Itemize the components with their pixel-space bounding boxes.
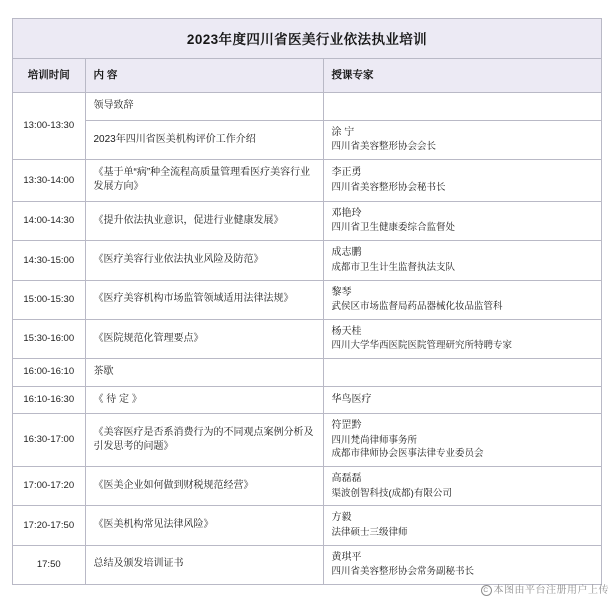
expert-role: 武侯区市场监督局药品器械化妆品监管科 [331,301,503,313]
table-row [13,120,601,159]
cell-expert [323,280,601,319]
table-row [13,201,601,240]
cell-time: 15:30-16:00 [13,319,85,358]
column-header-expert: 授课专家 [323,59,601,93]
expert-name: 方毅 [331,512,352,524]
cell-time: 14:00-14:30 [13,201,85,240]
cell-expert [323,93,601,121]
expert-role: 四川省美容整形协会秘书长 [331,181,446,193]
cell-expert [323,201,601,240]
cell-content: 《提升依法执业意识，促进行业健康发展》 [85,201,323,240]
expert-name: 黄琪平 [331,551,362,563]
expert-name: 黎琴 [331,286,352,298]
table-row [13,319,601,358]
expert-role: 成都市卫生计生监督执法支队 [331,261,456,273]
cell-content: 《基于单“病”种全流程高质量管理看医疗美容行业发展方向》 [85,159,323,201]
cell-expert [323,241,601,280]
cell-expert [323,319,601,358]
cell-time: 16:00-16:10 [13,359,85,387]
cell-expert [323,467,601,506]
expert-role: 四川大学华西医院医院管理研究所特聘专家 [331,340,513,352]
cell-time: 17:50 [13,545,85,584]
expert-name: 成志鹏 [331,247,362,259]
training-schedule-sheet [12,18,602,585]
cell-content: 《医疗美容机构市场监管领域适用法律法规》 [85,280,323,319]
watermark [481,581,610,596]
expert-role: 四川省美容整形协会常务副秘书长 [331,566,475,578]
column-header-time: 培训时间 [13,59,85,93]
page-title: 2023年度四川省医美行业依法执业培训 [13,19,601,59]
expert-role: 四川梵尚律师事务所 [331,434,418,446]
cell-content: 《医疗美容行业依法执业风险及防范》 [85,241,323,280]
cell-content: 《医院规范化管理要点》 [85,319,323,358]
table-row [13,359,601,387]
expert-role: 成都市律师协会医事法律专业委员会 [331,448,484,460]
expert-role: 四川省美容整形协会会长 [331,141,437,153]
cell-expert [323,120,601,159]
cell-expert [323,159,601,201]
expert-name: 涂 宁 [331,126,355,138]
watermark-text: 本图由平台注册用户上传 [493,585,609,596]
cell-expert [323,359,601,387]
table-row [13,280,601,319]
cell-expert [323,506,601,545]
cell-content: 茶歇 [85,359,323,387]
table-row [13,159,601,201]
cell-content: 领导致辞 [85,93,323,121]
cell-expert [323,386,601,414]
table-header-row [13,59,601,93]
expert-name: 符罡黔 [331,420,362,432]
cell-time: 14:30-15:00 [13,241,85,280]
expert-role: 法律硕士三级律师 [331,526,408,538]
table-row [13,467,601,506]
expert-name: 高磊磊 [331,473,362,485]
expert-name: 华鸟医疗 [331,393,372,405]
cell-expert [323,545,601,584]
cell-expert [323,414,601,467]
table-row [13,545,601,584]
cell-content: 2023年四川省医美机构评价工作介绍 [85,120,323,159]
table-row [13,386,601,414]
schedule-table [13,59,601,585]
cell-content: 总结及颁发培训证书 [85,545,323,584]
cell-time: 16:30-17:00 [13,414,85,467]
cell-content: 《医美企业如何做到财税规范经营》 [85,467,323,506]
copyright-icon: C [481,585,492,596]
cell-time: 15:00-15:30 [13,280,85,319]
column-header-content: 内 容 [85,59,323,93]
cell-time: 17:00-17:20 [13,467,85,506]
cell-time: 13:30-14:00 [13,159,85,201]
cell-content: 《医美机构常见法律风险》 [85,506,323,545]
table-row [13,414,601,467]
table-row [13,241,601,280]
expert-role: 渠波创智科技(成都)有限公司 [331,487,452,499]
cell-content: 《 待 定 》 [85,386,323,414]
expert-name: 杨天桂 [331,325,362,337]
schedule-body [13,93,601,585]
table-row [13,506,601,545]
cell-time: 13:00-13:30 [13,93,85,160]
expert-role: 四川省卫生健康委综合监督处 [331,222,456,234]
cell-content: 《美容医疗是否系消费行为的不同观点案例分析及引发思考的问题》 [85,414,323,467]
cell-time: 16:10-16:30 [13,386,85,414]
cell-time: 17:20-17:50 [13,506,85,545]
expert-name: 李正勇 [331,167,362,179]
table-row [13,93,601,121]
expert-name: 邓艳玲 [331,207,362,219]
